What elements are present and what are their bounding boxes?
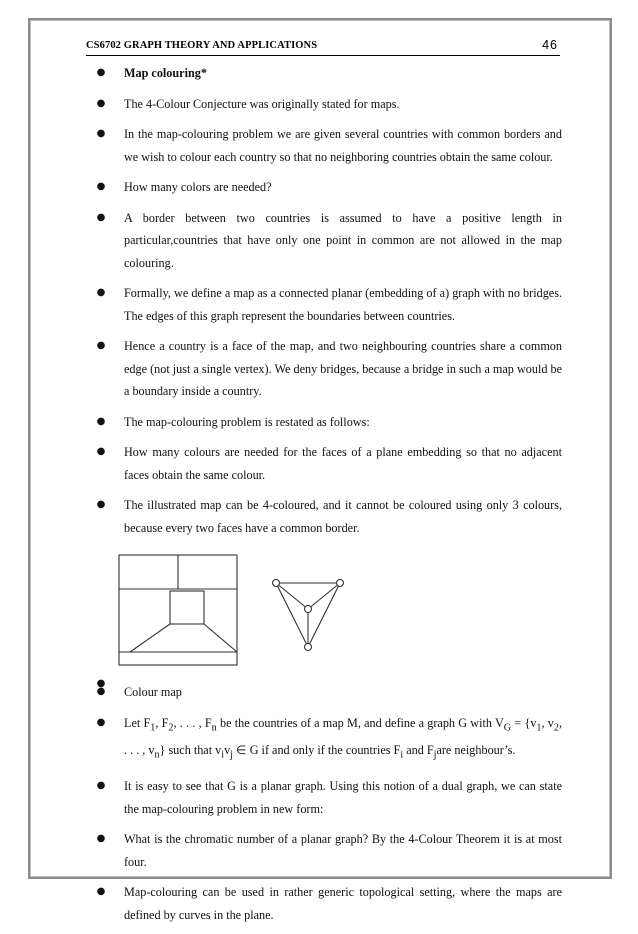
list-item-text: Let $F_1$, $F_2$, . . . , $F_n$ be the countries of a map M, and define a graph G with $V_G = \{v_1$, $v_2$, . . . , $v_n$} such that $v_iv_j$ ∈ G if and only if the countries $F_i$ and $F_jare$ neighbour’s. xyxy=(124,715,562,761)
list-item xyxy=(96,62,562,85)
graph-edge xyxy=(276,583,308,647)
list-item xyxy=(96,207,562,275)
graph-vertex xyxy=(305,606,312,613)
list-item-text: Map colouring* xyxy=(124,66,207,80)
map-left-diagonal xyxy=(130,624,170,652)
bullet-icon: ● xyxy=(96,181,106,192)
list-item xyxy=(96,441,562,486)
course-title: CS6702 GRAPH THEORY AND APPLICATIONS xyxy=(86,40,318,51)
graph-vertex xyxy=(337,580,344,587)
list-item xyxy=(96,828,562,873)
map-inner-square xyxy=(170,591,204,624)
list-item-text: What is the chromatic number of a planar graph? By the 4-Colour Theorem it is at most four. xyxy=(124,832,562,869)
map-right-diagonal xyxy=(204,624,237,652)
figures-svg xyxy=(96,545,562,673)
list-item-text: The map-colouring problem is restated as follows: xyxy=(124,414,370,429)
bullet-icon: ● xyxy=(96,287,106,298)
graph-vertex xyxy=(305,644,312,651)
bullet-icon: ● xyxy=(96,678,106,689)
bullet-icon: ● xyxy=(96,686,106,697)
list-item-text: Formally, we define a map as a connected planar (embedding of a) graph with no bridges. The edges of this graph represent the boundaries between countries. xyxy=(124,286,562,323)
list-item-text: Hence a country is a face of the map, and two neighbouring countries share a common edge (not just a single vertex). We deny bridges, because a bridge in such a map would be a boundary inside a country. xyxy=(124,339,562,398)
list-item xyxy=(96,176,562,199)
list-item xyxy=(96,712,562,768)
bullet-icon: ● xyxy=(96,780,106,792)
list-item-text: A border between two countries is assumed to have a positive length in particular,countries that have only one point in common are not allowed in the map colouring. xyxy=(124,210,562,270)
graph-edge xyxy=(308,583,340,647)
map-figures xyxy=(96,545,562,673)
list-item-text: In the map-colouring problem we are given several countries with common borders and we wish to colour each country so that no neighboring countries obtain the same colour. xyxy=(124,127,562,164)
list-item xyxy=(96,93,562,116)
list-item-text: It is easy to see that G is a planar graph. Using this notion of a dual graph, we can state the map-colouring problem in new form: xyxy=(124,779,562,816)
list-item xyxy=(96,775,562,820)
list-item-text: The illustrated map can be 4-coloured, and it cannot be coloured using only 3 colours, because every two faces have a common border. xyxy=(124,498,562,535)
list-item xyxy=(96,123,562,168)
bullet-icon: ● xyxy=(96,340,106,351)
list-item-text: The 4-Colour Conjecture was originally stated for maps. xyxy=(124,96,400,111)
list-item xyxy=(96,494,562,539)
graph-vertex xyxy=(273,580,280,587)
list-item xyxy=(96,411,562,434)
list-item-text: How many colours are needed for the faces of a plane embedding so that no adjacent faces obtain the same colour. xyxy=(124,445,562,482)
graph-edge xyxy=(308,583,340,609)
list-item xyxy=(96,881,562,926)
list-item xyxy=(96,681,562,704)
bullet-icon: ● xyxy=(96,446,106,457)
bullet-list xyxy=(96,62,562,934)
bullet-icon: ● xyxy=(96,886,106,898)
list-item-text: Map-colouring can be used in rather generic topological setting, where the maps are defined by curves in the plane. xyxy=(124,885,562,922)
page-header xyxy=(86,39,560,56)
bullet-icon: ● xyxy=(96,833,106,845)
map-diagram xyxy=(119,555,237,665)
bullet-icon: ● xyxy=(96,211,106,223)
bullet-icon: ● xyxy=(96,67,106,78)
bullet-icon: ● xyxy=(96,499,106,510)
bullet-icon: ● xyxy=(96,415,106,427)
bullet-icon: ● xyxy=(96,128,106,139)
graph-edge xyxy=(276,583,308,609)
dual-graph xyxy=(273,580,344,651)
page-number: 46 xyxy=(542,38,558,52)
bullet-icon: ● xyxy=(96,716,106,728)
list-item xyxy=(96,335,562,403)
list-item-text: How many colors are needed? xyxy=(124,180,272,194)
bullet-icon: ● xyxy=(96,97,106,109)
list-item-text: Colour map xyxy=(124,685,182,699)
list-item xyxy=(96,282,562,327)
